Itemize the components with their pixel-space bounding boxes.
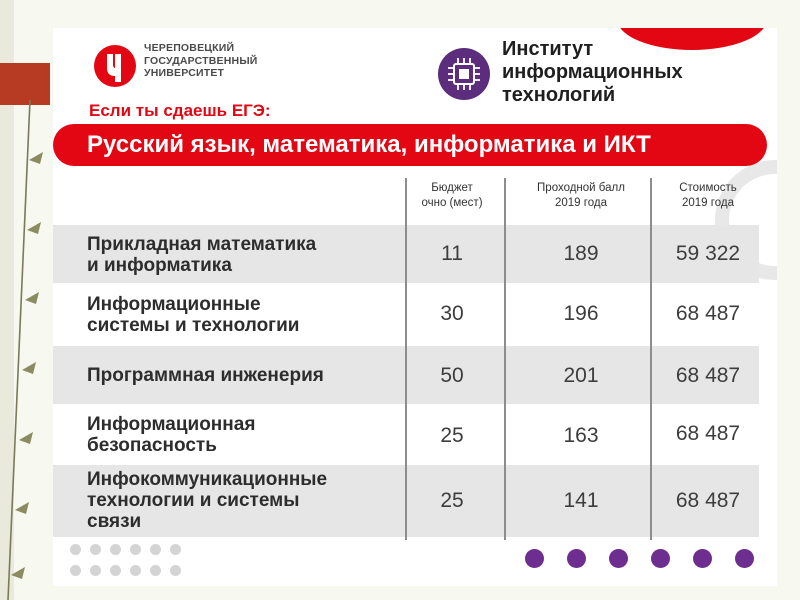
header-passing-score: Проходной балл 2019 года [537, 182, 625, 209]
program-name: Инфокоммуникационные технологии и системы связи [87, 469, 328, 532]
column-divider [504, 178, 506, 540]
cost: 68 487 [675, 489, 741, 512]
passing-score: 189 [563, 242, 599, 265]
decorative-dot [651, 549, 670, 568]
program-name: Прикладная математика и информатика [87, 234, 317, 276]
decorative-dot [693, 549, 712, 568]
exams-banner-text: Русский язык, математика, информатика и ИКТ [87, 131, 651, 158]
decorative-vine [0, 100, 60, 600]
passing-score: 163 [563, 424, 599, 447]
decorative-dot [70, 544, 81, 555]
decorative-dot [130, 544, 141, 555]
decorative-dot [70, 565, 81, 576]
decorative-dot [735, 549, 754, 568]
institute-name: Институт информационных технологий [502, 38, 683, 106]
program-name: Программная инженерия [87, 365, 324, 386]
header-cost: Стоимость 2019 года [679, 182, 737, 209]
passing-score: 141 [563, 489, 599, 512]
header-budget: Бюджет очно (мест) [421, 182, 483, 209]
decorative-dot [130, 565, 141, 576]
decorative-dot [567, 549, 586, 568]
budget-places: 25 [440, 424, 464, 447]
cost: 68 487 [675, 302, 741, 325]
university-name: ЧЕРЕПОВЕЦКИЙ ГОСУДАРСТВЕННЫЙ УНИВЕРСИТЕТ [144, 42, 258, 79]
budget-places: 25 [440, 489, 464, 512]
column-divider [405, 178, 407, 540]
cherepovets-university-logo [93, 44, 137, 88]
info-slide [53, 28, 777, 586]
microchip-icon [438, 48, 490, 100]
decorative-dot [525, 549, 544, 568]
passing-score: 201 [563, 364, 599, 387]
exam-subheading: Если ты сдаешь ЕГЭ: [89, 101, 271, 120]
decorative-dot [170, 544, 181, 555]
program-name: Информационные системы и технологии [87, 294, 300, 336]
decorative-dot [170, 565, 181, 576]
decorative-dot [150, 544, 161, 555]
budget-places: 30 [440, 302, 464, 325]
exams-banner [53, 124, 767, 166]
cost: 68 487 [675, 364, 741, 387]
column-divider [650, 178, 652, 540]
decorative-dot [609, 549, 628, 568]
decorative-dot [90, 544, 101, 555]
passing-score: 196 [563, 302, 599, 325]
decorative-dot [110, 544, 121, 555]
cost: 68 487 [675, 422, 741, 445]
decorative-dot [90, 565, 101, 576]
budget-places: 11 [441, 242, 463, 265]
decorative-dot [150, 565, 161, 576]
program-name: Информационная безопасность [87, 414, 256, 456]
decorative-dot [110, 565, 121, 576]
budget-places: 50 [440, 364, 464, 387]
slide-frame-red-tab [0, 63, 50, 105]
cost: 59 322 [675, 242, 741, 265]
